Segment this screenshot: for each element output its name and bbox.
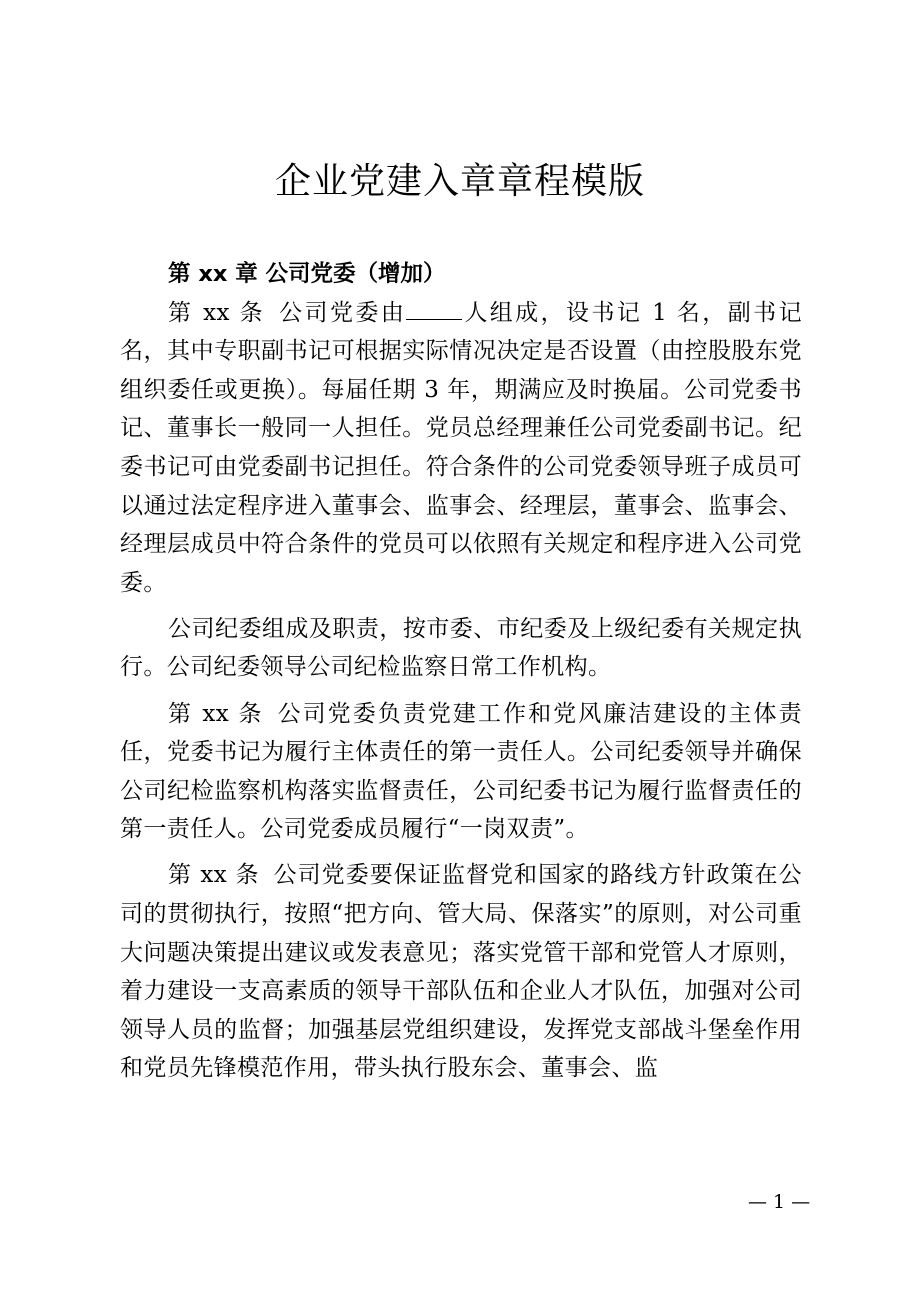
paragraph-text: 公司纪委组成及职责，按市委、市纪委及上级纪委有关规定执行。公司纪委领导公司纪检监察日常工作机构。 bbox=[120, 615, 802, 681]
article-paragraph bbox=[120, 695, 802, 849]
article-paragraph bbox=[120, 856, 802, 1088]
article-number: 第 xx 条 bbox=[168, 862, 260, 889]
article-number: 第 xx 条 bbox=[168, 700, 264, 727]
paragraph-text: 人组成，设书记 1 名，副书记名，其中专职副书记可根据实际情况决定是否设置（由控股股东党组织委任或更换）。每届任期 3 年，期满应及时换届。公司党委书记、董事长一般同一人担任。党员总经理兼任公司党委副书记。纪委书记可由党委副书记担任。符合条件的公司党委领导班子成员可以通过法定程序进入董事会、监事会、经理层，董事会、监事会、经理层成员中符合条件的党员可以依照有关规定和程序进入公司党委。 bbox=[120, 299, 803, 596]
article-paragraph bbox=[120, 294, 802, 603]
document-title: 企业党建入章章程模版 bbox=[274, 161, 645, 202]
paragraph-text: 公司党委负责党建工作和党风廉洁建设的主体责任，党委书记为履行主体责任的第一责任人。公司纪委领导并确保公司纪检监察机构落实监督责任，公司纪委书记为履行监督责任的第一责任人。公司党委成员履行“一岗双责”。 bbox=[120, 700, 802, 843]
fill-in-blank bbox=[406, 299, 462, 320]
chapter-heading: 第 xx 章 公司党委（增加） bbox=[168, 261, 446, 287]
paragraph-text: 公司党委要保证监督党和国家的路线方针政策在公司的贯彻执行，按照“把方向、管大局、保落实”的原则，对公司重大问题决策提出建议或发表意见；落实党管干部和党管人才原则，着力建设一支高素质的领导干部队伍和企业人才队伍，加强对公司领导人员的监督；加强基层党组织建设，发挥党支部战斗堡垒作用和党员先锋模范作用，带头执行股东会、董事会、监 bbox=[120, 862, 802, 1082]
paragraph-text-lead: 公司党委由 bbox=[279, 299, 407, 326]
document-body bbox=[120, 255, 802, 1095]
article-number: 第 xx 条 bbox=[168, 299, 266, 326]
page-number: — 1 — bbox=[748, 1191, 811, 1213]
body-paragraph bbox=[120, 610, 802, 687]
